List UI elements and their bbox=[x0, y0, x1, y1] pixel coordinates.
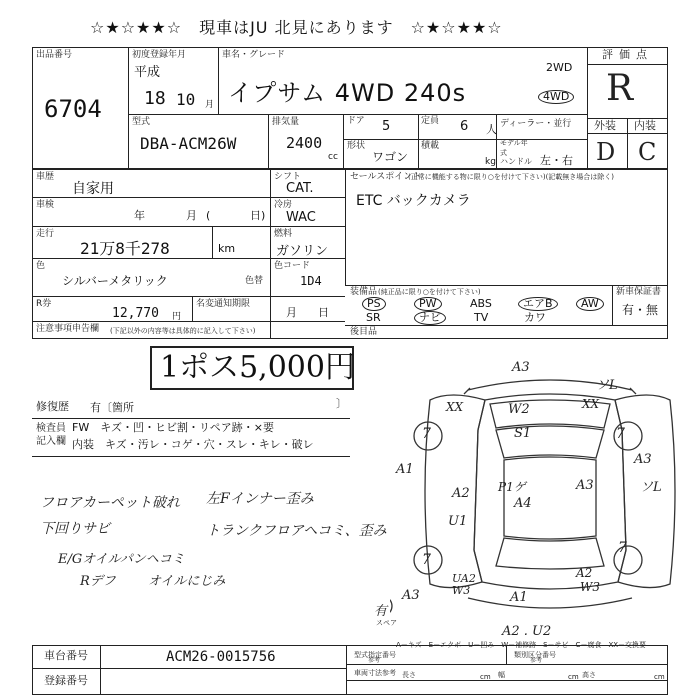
inspection-day: 日) bbox=[250, 209, 266, 222]
registration-era: 平成 bbox=[134, 65, 161, 80]
rear-seat-label: 後目品 bbox=[350, 327, 378, 337]
tire-rear-right: 7 bbox=[618, 540, 627, 556]
equip-pw: PW bbox=[414, 297, 442, 311]
history-value: 自家用 bbox=[72, 181, 114, 197]
equip-ps: PS bbox=[362, 297, 386, 311]
recycle-unit: 円 bbox=[172, 312, 182, 322]
width-cm: cm bbox=[568, 673, 579, 681]
doors-label: ドア bbox=[347, 116, 365, 126]
notice-month: 月 bbox=[286, 306, 297, 319]
color-value: シルバーメタリック bbox=[62, 274, 168, 288]
registration-year: 18 bbox=[144, 88, 166, 109]
mark-right-a3: A3 bbox=[576, 478, 594, 493]
mark-roof-a4: A4 bbox=[514, 496, 532, 511]
equip-sr: SR bbox=[366, 311, 381, 324]
mileage-label: 走行 bbox=[36, 229, 55, 239]
recycle-value: 12,770 bbox=[112, 306, 159, 321]
shift-label: シフト bbox=[274, 172, 302, 182]
car-name-label: 車名・グレード bbox=[222, 50, 286, 60]
color-code: 1D4 bbox=[300, 274, 322, 288]
interior-grade: C bbox=[638, 138, 657, 166]
interior-label: 内装 bbox=[634, 119, 656, 132]
remarks-note: (下記以外の内容等は具体的に記入して下さい) bbox=[110, 327, 256, 335]
color-code-label: 色コード bbox=[274, 261, 311, 271]
registration-month-unit: 月 bbox=[205, 100, 215, 110]
remarks-label: 注意事項申告欄 bbox=[36, 324, 100, 334]
mark-hood-a2: A2 bbox=[452, 486, 470, 501]
mark-right-side2: ソL bbox=[640, 480, 662, 495]
inspection-label: 車検 bbox=[36, 200, 55, 210]
inspection-day-open: ( bbox=[206, 209, 211, 222]
mark-spare: 有 bbox=[374, 604, 388, 619]
note-trunk-floor: トランクフロアヘコミ、歪み bbox=[206, 523, 387, 539]
notice-label: 名変通知期限 bbox=[196, 299, 251, 309]
shift-value: CAT. bbox=[286, 181, 314, 196]
mark-left-xx: XX bbox=[446, 400, 464, 414]
tire-front-left: 7 bbox=[422, 426, 431, 442]
capacity-label: 定員 bbox=[421, 116, 440, 126]
cc-unit: cc bbox=[328, 152, 338, 162]
note-rear-diff: Rデフ bbox=[80, 574, 116, 589]
note-oilpan: E/Gオイルパンヘコミ bbox=[58, 552, 185, 567]
shape-label: 形状 bbox=[347, 141, 366, 151]
equipment-note: (純正品に限り○を付けて下さい) bbox=[378, 288, 481, 296]
header-banner: ☆★☆★★☆ 現車はJU 北見にあります ☆★☆★★☆ bbox=[90, 18, 503, 37]
chassis-label: 車台番号 bbox=[44, 649, 88, 662]
length-label: 長さ bbox=[402, 671, 416, 679]
dim-label-1: 車両寸法参考 bbox=[354, 669, 396, 677]
checker-row-2: 内装 キズ・汚レ・コゲ・穴・スレ・キレ・破レ bbox=[72, 438, 314, 451]
warranty-value: 有・無 bbox=[622, 303, 659, 317]
sales-point-value: ETC バックカメラ bbox=[356, 193, 471, 209]
mark-bottom-ua2: UA2 bbox=[452, 572, 476, 585]
equip-abs: ABS bbox=[470, 297, 492, 310]
tire-front-right: 7 bbox=[616, 426, 625, 442]
mark-left-a1: A1 bbox=[396, 462, 414, 477]
aircon-value: WAC bbox=[286, 210, 316, 225]
checker-label-2: 記入欄 bbox=[36, 436, 66, 447]
sales-point-note: (正常に機能する物に限り○を付けて下さい)(記載無き場合は除く) bbox=[408, 173, 615, 181]
exterior-grade: D bbox=[596, 138, 616, 166]
rating-score: R bbox=[606, 68, 634, 109]
sales-point-label: セールスポイント bbox=[350, 172, 422, 182]
displacement-label: 排気量 bbox=[272, 117, 300, 127]
equip-navi: ナビ bbox=[414, 311, 446, 325]
rating-label: 評価点 bbox=[602, 48, 653, 61]
model-value: DBA-ACM26W bbox=[140, 134, 237, 153]
handle-value: 左・右 bbox=[540, 154, 573, 167]
drive-2wd: 2WD bbox=[546, 61, 573, 74]
chassis-value: ACM26-0015756 bbox=[166, 649, 276, 665]
recycle-label: R券 bbox=[36, 299, 52, 309]
reg-label: 登録番号 bbox=[44, 674, 88, 687]
fuel-value: ガソリン bbox=[276, 244, 329, 259]
mark-roof-s1: S1 bbox=[514, 426, 532, 441]
category-no-label: 類別区分番号 bbox=[514, 651, 556, 659]
model-no-label: 型式指定番号 bbox=[354, 651, 396, 659]
capacity-value: 6 bbox=[460, 119, 469, 134]
mark-front-right: ソL bbox=[596, 378, 618, 393]
mileage-unit: km bbox=[218, 242, 236, 255]
category-no-ref: 参考 bbox=[530, 657, 543, 664]
equip-airbag: エアB bbox=[518, 297, 558, 311]
equip-aw: AW bbox=[576, 297, 604, 311]
equip-tv: TV bbox=[474, 311, 489, 324]
displacement-value: 2400 bbox=[286, 134, 323, 152]
mark-right-side: A3 bbox=[634, 452, 652, 467]
note-oil-seep: オイルにじみ bbox=[148, 574, 226, 589]
equip-leather: カワ bbox=[524, 311, 546, 324]
inspection-year: 年 bbox=[134, 209, 145, 222]
width-label: 幅 bbox=[498, 671, 505, 679]
capacity-unit: 人 bbox=[486, 123, 497, 136]
mark-bottom-a1: A1 bbox=[510, 590, 528, 605]
mark-hood-u1: U1 bbox=[448, 514, 468, 529]
note-underbody-rust: 下回りサビ bbox=[40, 521, 110, 537]
fuel-label: 燃料 bbox=[274, 229, 293, 239]
handle-label: ハンドル bbox=[500, 157, 532, 166]
drive-4wd: 4WD bbox=[538, 90, 574, 104]
repair-label: 修復歴 bbox=[36, 400, 69, 413]
notice-day: 日 bbox=[318, 306, 329, 319]
note-left-inner: 左Fインナー歪み bbox=[206, 491, 314, 507]
tire-rear-left: 7 bbox=[422, 552, 431, 568]
mark-bottom-w3: W3 bbox=[452, 584, 471, 597]
mark-roof-p: P1ゲ bbox=[498, 480, 526, 494]
shape-value: ワゴン bbox=[372, 150, 409, 164]
mileage-value: 21万8千278 bbox=[80, 239, 170, 258]
registration-label: 初度登録年月 bbox=[132, 50, 187, 60]
checker-label-1: 検査員 bbox=[36, 423, 66, 434]
mark-bottom-a3: A3 bbox=[402, 588, 420, 603]
mark-bottom-w3b: W3 bbox=[580, 580, 600, 594]
height-cm: cm bbox=[654, 673, 665, 681]
mark-rear-bottom: A2 . U2 bbox=[502, 624, 552, 639]
history-label: 車歴 bbox=[36, 172, 55, 182]
color-no-label: 色替 bbox=[245, 276, 264, 286]
remarks-stamp: 1ポス5,000円 bbox=[160, 350, 355, 385]
registration-month: 10 bbox=[176, 90, 196, 109]
dealer-label: ディーラー・並行 bbox=[500, 119, 572, 129]
inspection-month: 月 bbox=[186, 209, 197, 222]
aircon-label: 冷房 bbox=[274, 200, 293, 210]
footer-frame bbox=[32, 645, 668, 695]
kg-unit: kg bbox=[485, 157, 496, 167]
spare-label: スペア bbox=[376, 619, 397, 627]
mark-bottom-a2: A2 bbox=[576, 566, 593, 580]
equipment-label: 装備品 bbox=[350, 287, 378, 297]
model-no-ref: 参考 bbox=[368, 657, 381, 664]
model-label: 型式 bbox=[132, 117, 151, 127]
mark-right-xx: XX bbox=[582, 397, 600, 411]
mark-front-top: A3 bbox=[512, 360, 530, 375]
checker-row-1: FW キズ・凹・ヒビ割・リペア跡・×要 bbox=[72, 421, 274, 434]
warranty-label: 新車保証書 bbox=[616, 287, 662, 297]
exterior-label: 外装 bbox=[594, 119, 616, 132]
length-cm: cm bbox=[480, 673, 491, 681]
note-floor-carpet: フロアカーペット破れ bbox=[40, 495, 180, 511]
load-label: 積載 bbox=[421, 141, 440, 151]
repair-close: 〕 bbox=[336, 397, 347, 410]
car-name: イプサム 4WD 240s bbox=[228, 79, 467, 107]
lot-label: 出品番号 bbox=[36, 50, 73, 60]
repair-value: 有〔箇所 bbox=[90, 401, 134, 414]
legend: A－キズ E－エクボ U－凹み W－補修跡 S－サビ C－腐食 XX－交換要 bbox=[396, 641, 647, 649]
model-year-label: モデル年式 bbox=[500, 139, 528, 157]
height-label: 高さ bbox=[582, 671, 596, 679]
mark-roof-w2: W2 bbox=[508, 402, 530, 417]
color-label: 色 bbox=[36, 261, 46, 271]
doors-value: 5 bbox=[382, 119, 391, 134]
lot-number: 6704 bbox=[44, 95, 102, 123]
